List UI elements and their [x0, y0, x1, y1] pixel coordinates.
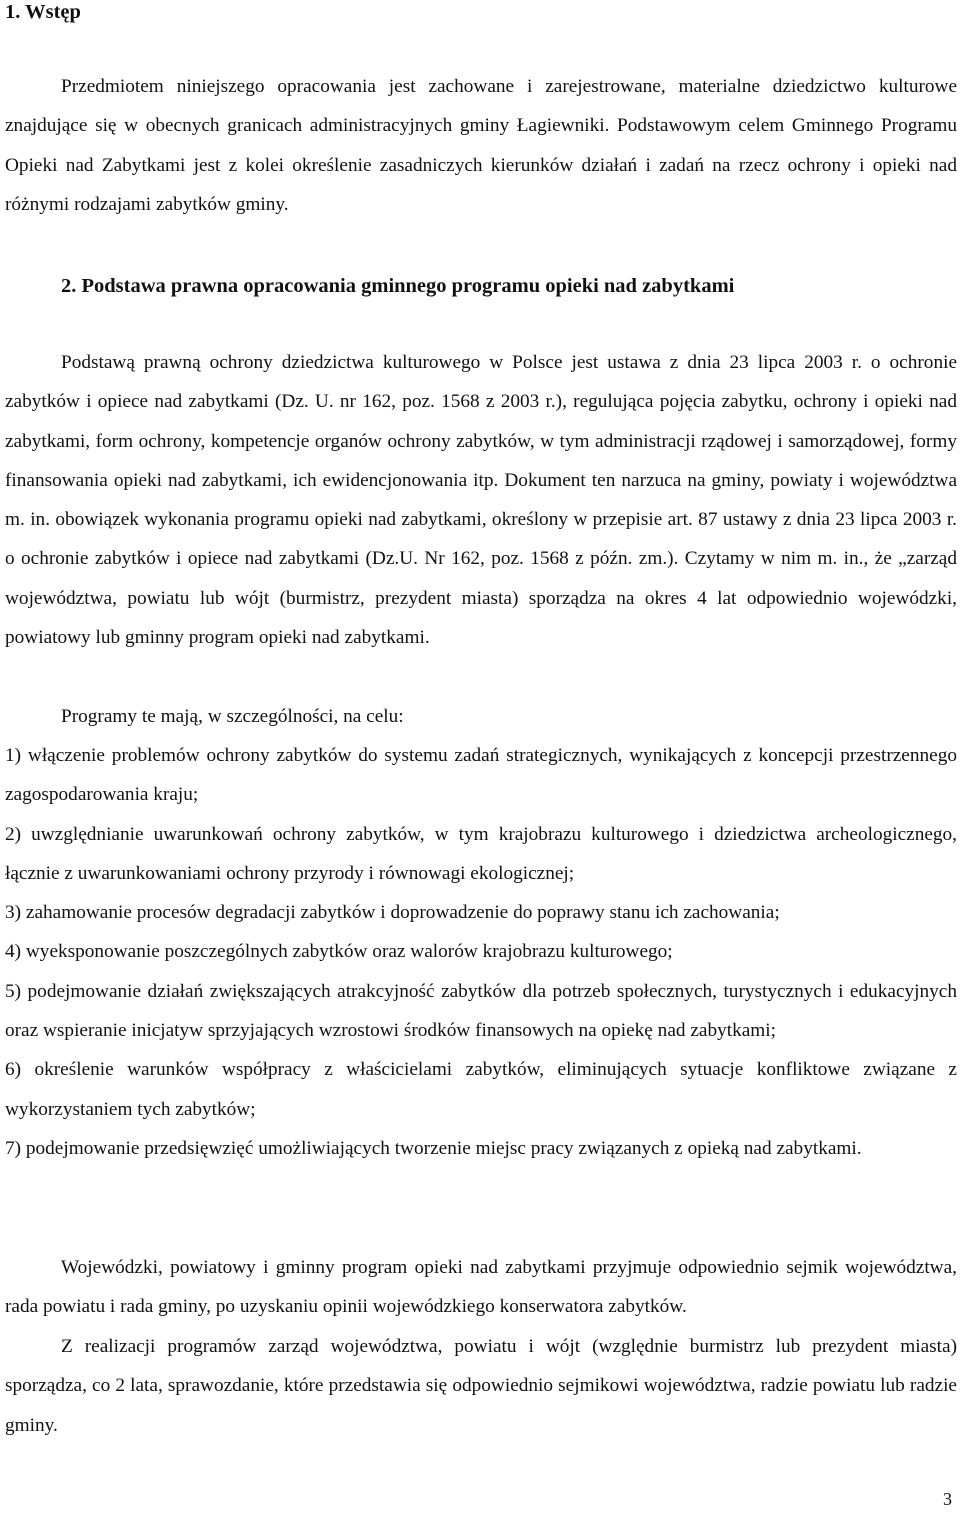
legal-basis-paragraph: Podstawą prawną ochrony dziedzictwa kulturowego w Polsce jest ustawa z dnia 23 lipca 2003 r. o ochronie zabytków i opiece nad zabytkami (Dz. U. nr 162, poz. 1568 z 2003 r.), regulująca pojęcia zabytku, ochrony i opieki nad zabytkami, form ochrony, kompetencje organów ochrony zabytków, w tym administracji rządowej i samorządowej, formy finansowania opieki nad zabytkami, ich ewidencjonowania itp. Dokument ten narzuca na gminy, powiaty i województwa m. in. obowiązek wykonania programu opieki nad zabytkami, określony w przepisie art. 87 ustawy z dnia 23 lipca 2003 r. o ochronie zabytków i opiece nad zabytkami (Dz.U. Nr 162, poz. 1568 z późn. zm.). Czytamy w nim m. in., że „zarząd województwa, powiatu lub wójt (burmistrz, prezydent miasta) sporządza na okres 4 lat odpowiednio wojewódzki, powiatowy lub gminny program opieki nad zabytkami. — [5, 352, 957, 649]
list-item: 5) podejmowanie działań zwiększających atrakcyjność zabytków dla potrzeb społecznych, turystycznych i edukacyjnych oraz wspieranie inicjatyw sprzyjających wzrostowi środków finansowych na opiekę nad zabytkami; — [5, 980, 957, 1042]
list-item: 2) uwzględnianie uwarunkowań ochrony zabytków, w tym krajobrazu kulturowego i dziedzictwa archeologicznego, łącznie z uwarunkowaniami ochrony przyrody i równowagi ekologicznej; — [5, 823, 957, 884]
section-heading-introduction: 1. Wstęp — [5, 1, 81, 23]
list-item: 6) określenie warunków współpracy z właścicielami zabytków, eliminujących sytuacje konfliktowe związane z wykorzystaniem tych zabytków; — [5, 1059, 957, 1120]
introduction-paragraph: Przedmiotem niniejszego opracowania jest zachowane i zarejestrowane, materialne dziedzictwo kulturowe znajdujące się w obecnych granicach administracyjnych gminy Łagiewniki. Podstawowym celem Gminnego Programu Opieki nad Zabytkami jest z kolei określenie zasadniczych kierunków działań i zadań na rzecz ochrony i opieki nad różnymi rodzajami zabytków gminy. — [5, 76, 957, 215]
list-item: 7) podejmowanie przedsięwzięć umożliwiających tworzenie miejsc pracy związanych z opieką nad zabytkami. — [5, 1137, 862, 1159]
list-item: 3) zahamowanie procesów degradacji zabytków i doprowadzenie do poprawy stanu ich zachowania; — [5, 902, 780, 924]
list-item: 1) włączenie problemów ochrony zabytków do systemu zadań strategicznych, wynikających z koncepcji przestrzennego zagospodarowania kraju; — [5, 745, 957, 806]
section-heading-legal-basis: 2. Podstawa prawna opracowania gminnego programu opieki nad zabytkami — [61, 275, 735, 297]
list-item: 4) wyeksponowanie poszczególnych zabytków oraz walorów krajobrazu kulturowego; — [5, 941, 673, 963]
goals-list — [5, 736, 957, 1168]
adoption-paragraph: Wojewódzki, powiatowy i gminny program opieki nad zabytkami przyjmuje odpowiednio sejmik województwa, rada powiatu i rada gminy, po uzyskaniu opinii wojewódzkiego konserwatora zabytków. — [5, 1257, 957, 1318]
reporting-paragraph: Z realizacji programów zarząd województwa, powiatu i wójt (względnie burmistrz lub prezydent miasta) sporządza, co 2 lata, sprawozdanie, które przedstawia się odpowiednio sejmikowi województwa, radzie powiatu lub radzie gminy. — [5, 1336, 957, 1436]
goals-intro: Programy te mają, w szczególności, na celu: — [61, 706, 404, 727]
page-number: 3 — [943, 1489, 952, 1509]
